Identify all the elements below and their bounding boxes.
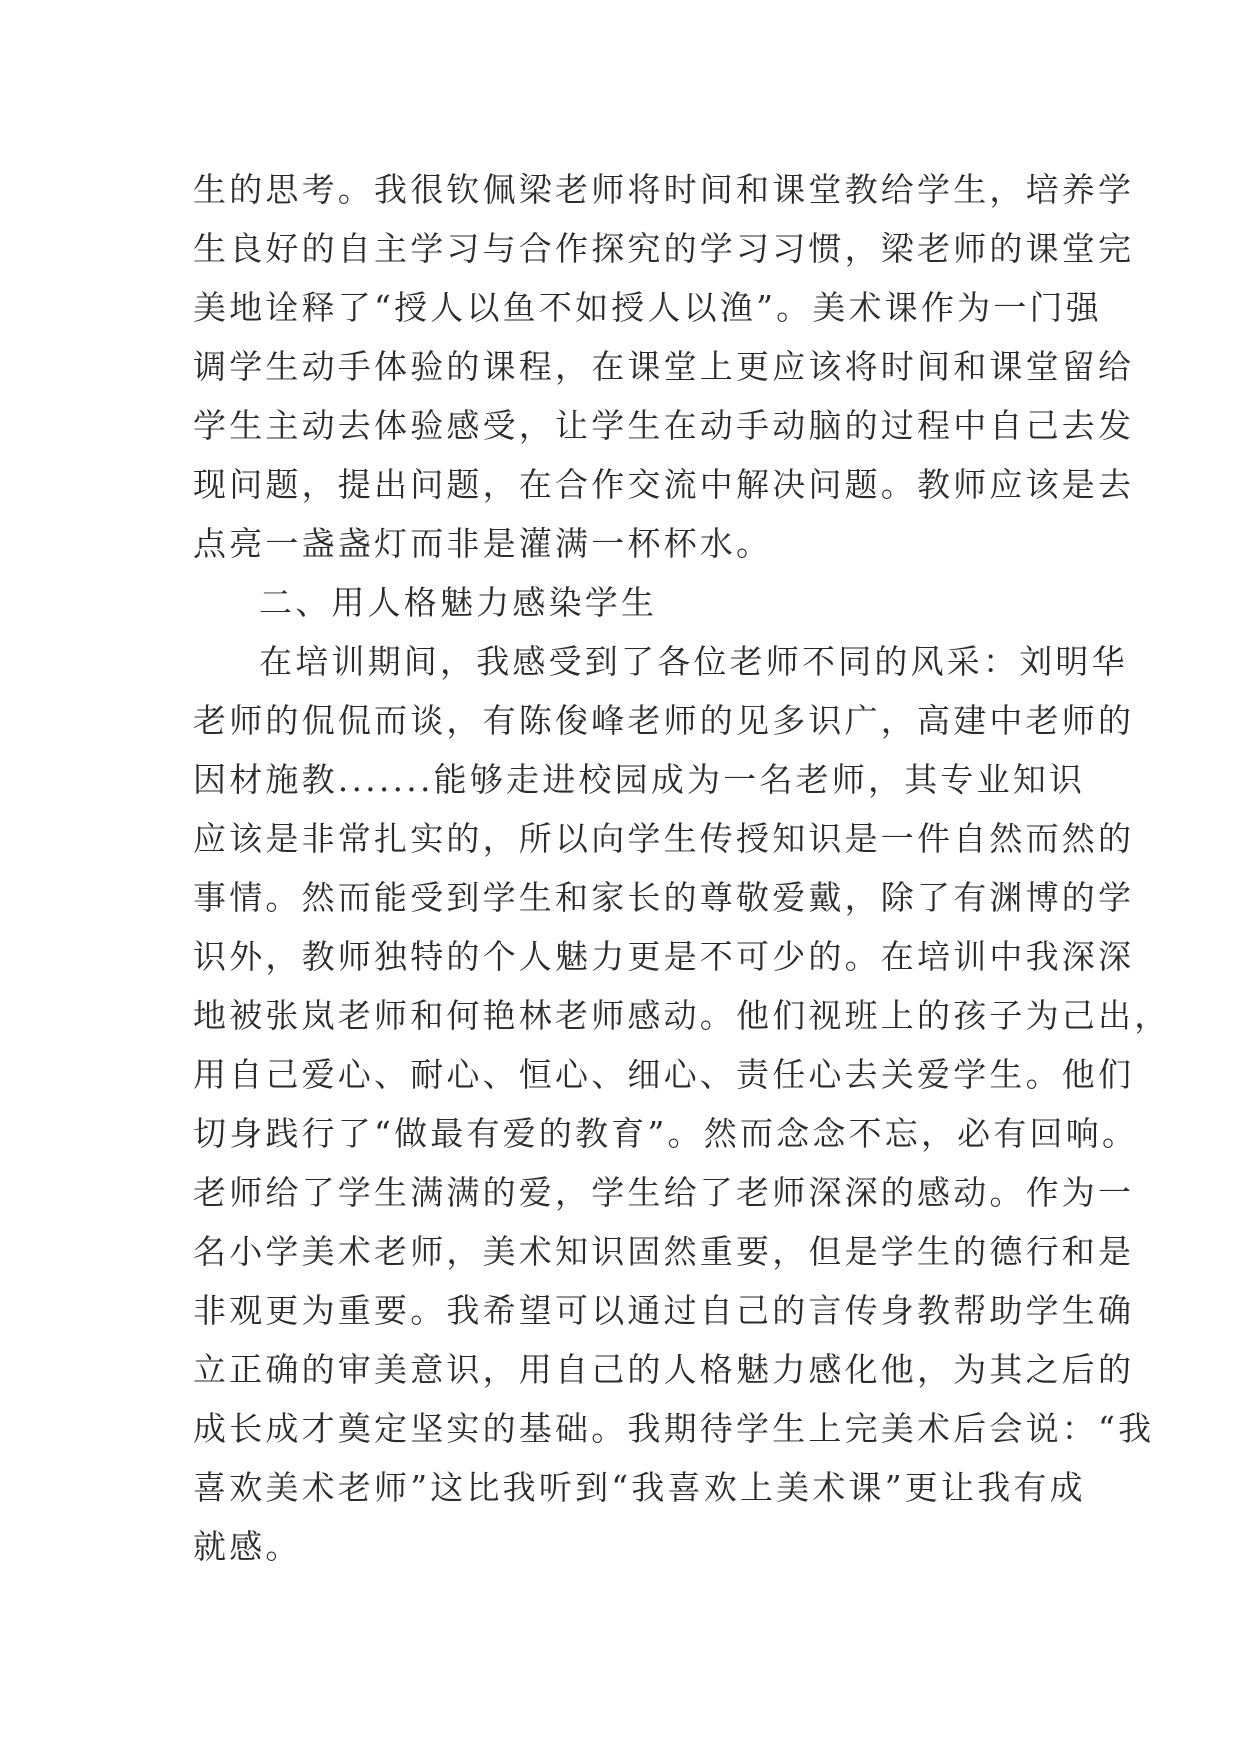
text-line: 喜欢美术老师”这比我听到“我喜欢上美术课”更让我有成 <box>193 1468 1086 1507</box>
text-line: 就感。 <box>193 1527 302 1566</box>
text-line: 现问题，提出问题，在合作交流中解决问题。教师应该是去 <box>193 465 1135 504</box>
text-line: 非观更为重要。我希望可以通过自己的言传身教帮助学生确 <box>193 1291 1135 1330</box>
text-line: 点亮一盏盏灯而非是灌满一杯杯水。 <box>193 524 773 563</box>
text-line: 老师给了学生满满的爱，学生给了老师深深的感动。作为一 <box>193 1173 1135 1212</box>
text-line: 生的思考。我很钦佩梁老师将时间和课堂教给学生，培养学 <box>193 170 1135 209</box>
body-text <box>193 160 1171 1576</box>
text-line: 老师的侃侃而谈，有陈俊峰老师的见多识广，高建中老师的 <box>193 701 1135 740</box>
text-line: 因材施教.......能够走进校园成为一名老师，其专业知识 <box>193 760 1086 799</box>
text-line: 生良好的自主学习与合作探究的学习习惯，梁老师的课堂完 <box>193 229 1135 268</box>
text-line: 事情。然而能受到学生和家长的尊敬爱戴，除了有渊博的学 <box>193 878 1135 917</box>
text-line: 识外，教师独特的个人魅力更是不可少的。在培训中我深深 <box>193 937 1135 976</box>
text-line: 用自己爱心、耐心、恒心、细心、责任心去关爱学生。他们 <box>193 1055 1135 1094</box>
text-line: 名小学美术老师，美术知识固然重要，但是学生的德行和是 <box>193 1232 1135 1271</box>
text-line: 地被张岚老师和何艳林老师感动。他们视班上的孩子为己出， <box>193 996 1171 1035</box>
text-line: 切身践行了“做最有爱的教育”。然而念念不忘，必有回响。 <box>193 1114 1139 1153</box>
text-line: 美地诠释了“授人以鱼不如授人以渔”。美术课作为一门强 <box>193 288 1102 327</box>
text-line: 成长成才奠定坚实的基础。我期待学生上完美术后会说：“我 <box>193 1409 1155 1448</box>
text-line: 应该是非常扎实的，所以向学生传授知识是一件自然而然的 <box>193 819 1135 858</box>
text-line: 立正确的审美意识，用自己的人格魅力感化他，为其之后的 <box>193 1350 1135 1389</box>
text-line: 学生主动去体验感受，让学生在动手动脑的过程中自己去发 <box>193 406 1135 445</box>
text-line: 在培训期间，我感受到了各位老师不同的风采：刘明华 <box>259 642 1128 681</box>
text-line: 调学生动手体验的课程，在课堂上更应该将时间和课堂留给 <box>193 347 1135 386</box>
section-heading: 二、用人格魅力感染学生 <box>259 583 658 622</box>
